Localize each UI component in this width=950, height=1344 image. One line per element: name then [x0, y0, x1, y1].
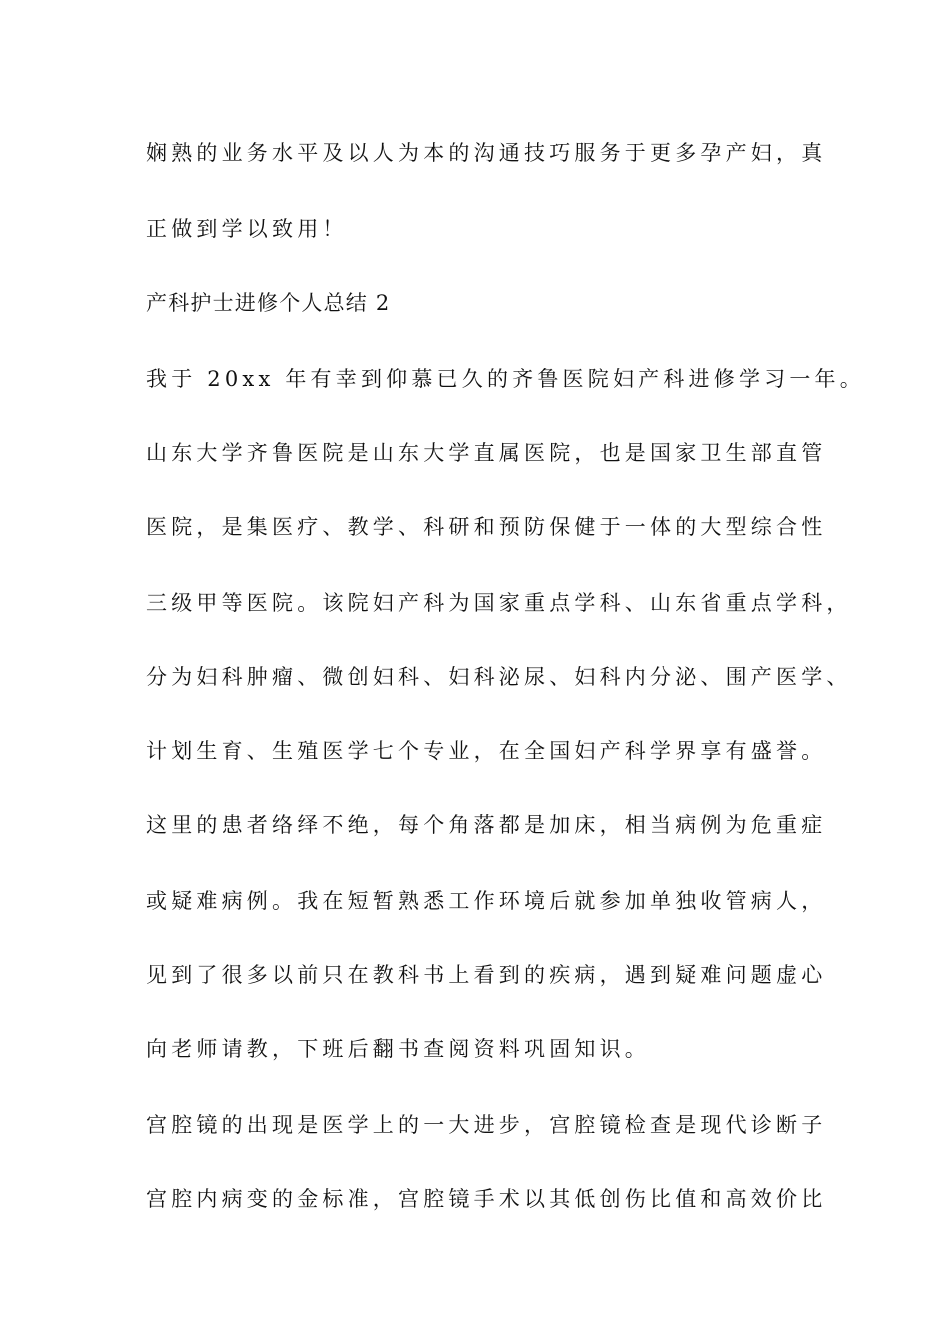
- section-heading: 产科护士进修个人总结 2: [146, 291, 391, 315]
- paragraph-line: 宫腔内病变的金标准，宫腔镜手术以其低创伤比值和高效价比: [146, 1187, 827, 1211]
- paragraph-line: 向老师请教，下班后翻书查阅资料巩固知识。: [146, 1037, 650, 1061]
- paragraph-line: 三级甲等医院。该院妇产科为国家重点学科、山东省重点学科，: [146, 591, 852, 615]
- paragraph-line: 这里的患者络绎不绝，每个角落都是加床，相当病例为危重症: [146, 813, 827, 837]
- paragraph-line: 或疑难病例。我在短暂熟悉工作环境后就参加单独收管病人，: [146, 889, 827, 913]
- paragraph-line: 正做到学以致用！: [146, 217, 348, 241]
- paragraph-line: 娴熟的业务水平及以人为本的沟通技巧服务于更多孕产妇，真: [146, 141, 827, 165]
- paragraph-line: 计划生育、生殖医学七个专业，在全国妇产科学界享有盛誉。: [146, 739, 827, 763]
- paragraph-line: 山东大学齐鲁医院是山东大学直属医院，也是国家卫生部直管: [146, 441, 827, 465]
- paragraph-line: 宫腔镜的出现是医学上的一大进步，宫腔镜检查是现代诊断子: [146, 1113, 827, 1137]
- paragraph-line: 见到了很多以前只在教科书上看到的疾病，遇到疑难问题虚心: [146, 963, 827, 987]
- paragraph-line: 我于 20xx 年有幸到仰慕已久的齐鲁医院妇产科进修学习一年。: [146, 367, 865, 391]
- paragraph-line: 医院，是集医疗、教学、科研和预防保健于一体的大型综合性: [146, 515, 827, 539]
- paragraph-line: 分为妇科肿瘤、微创妇科、妇科泌尿、妇科内分泌、围产医学、: [146, 665, 852, 689]
